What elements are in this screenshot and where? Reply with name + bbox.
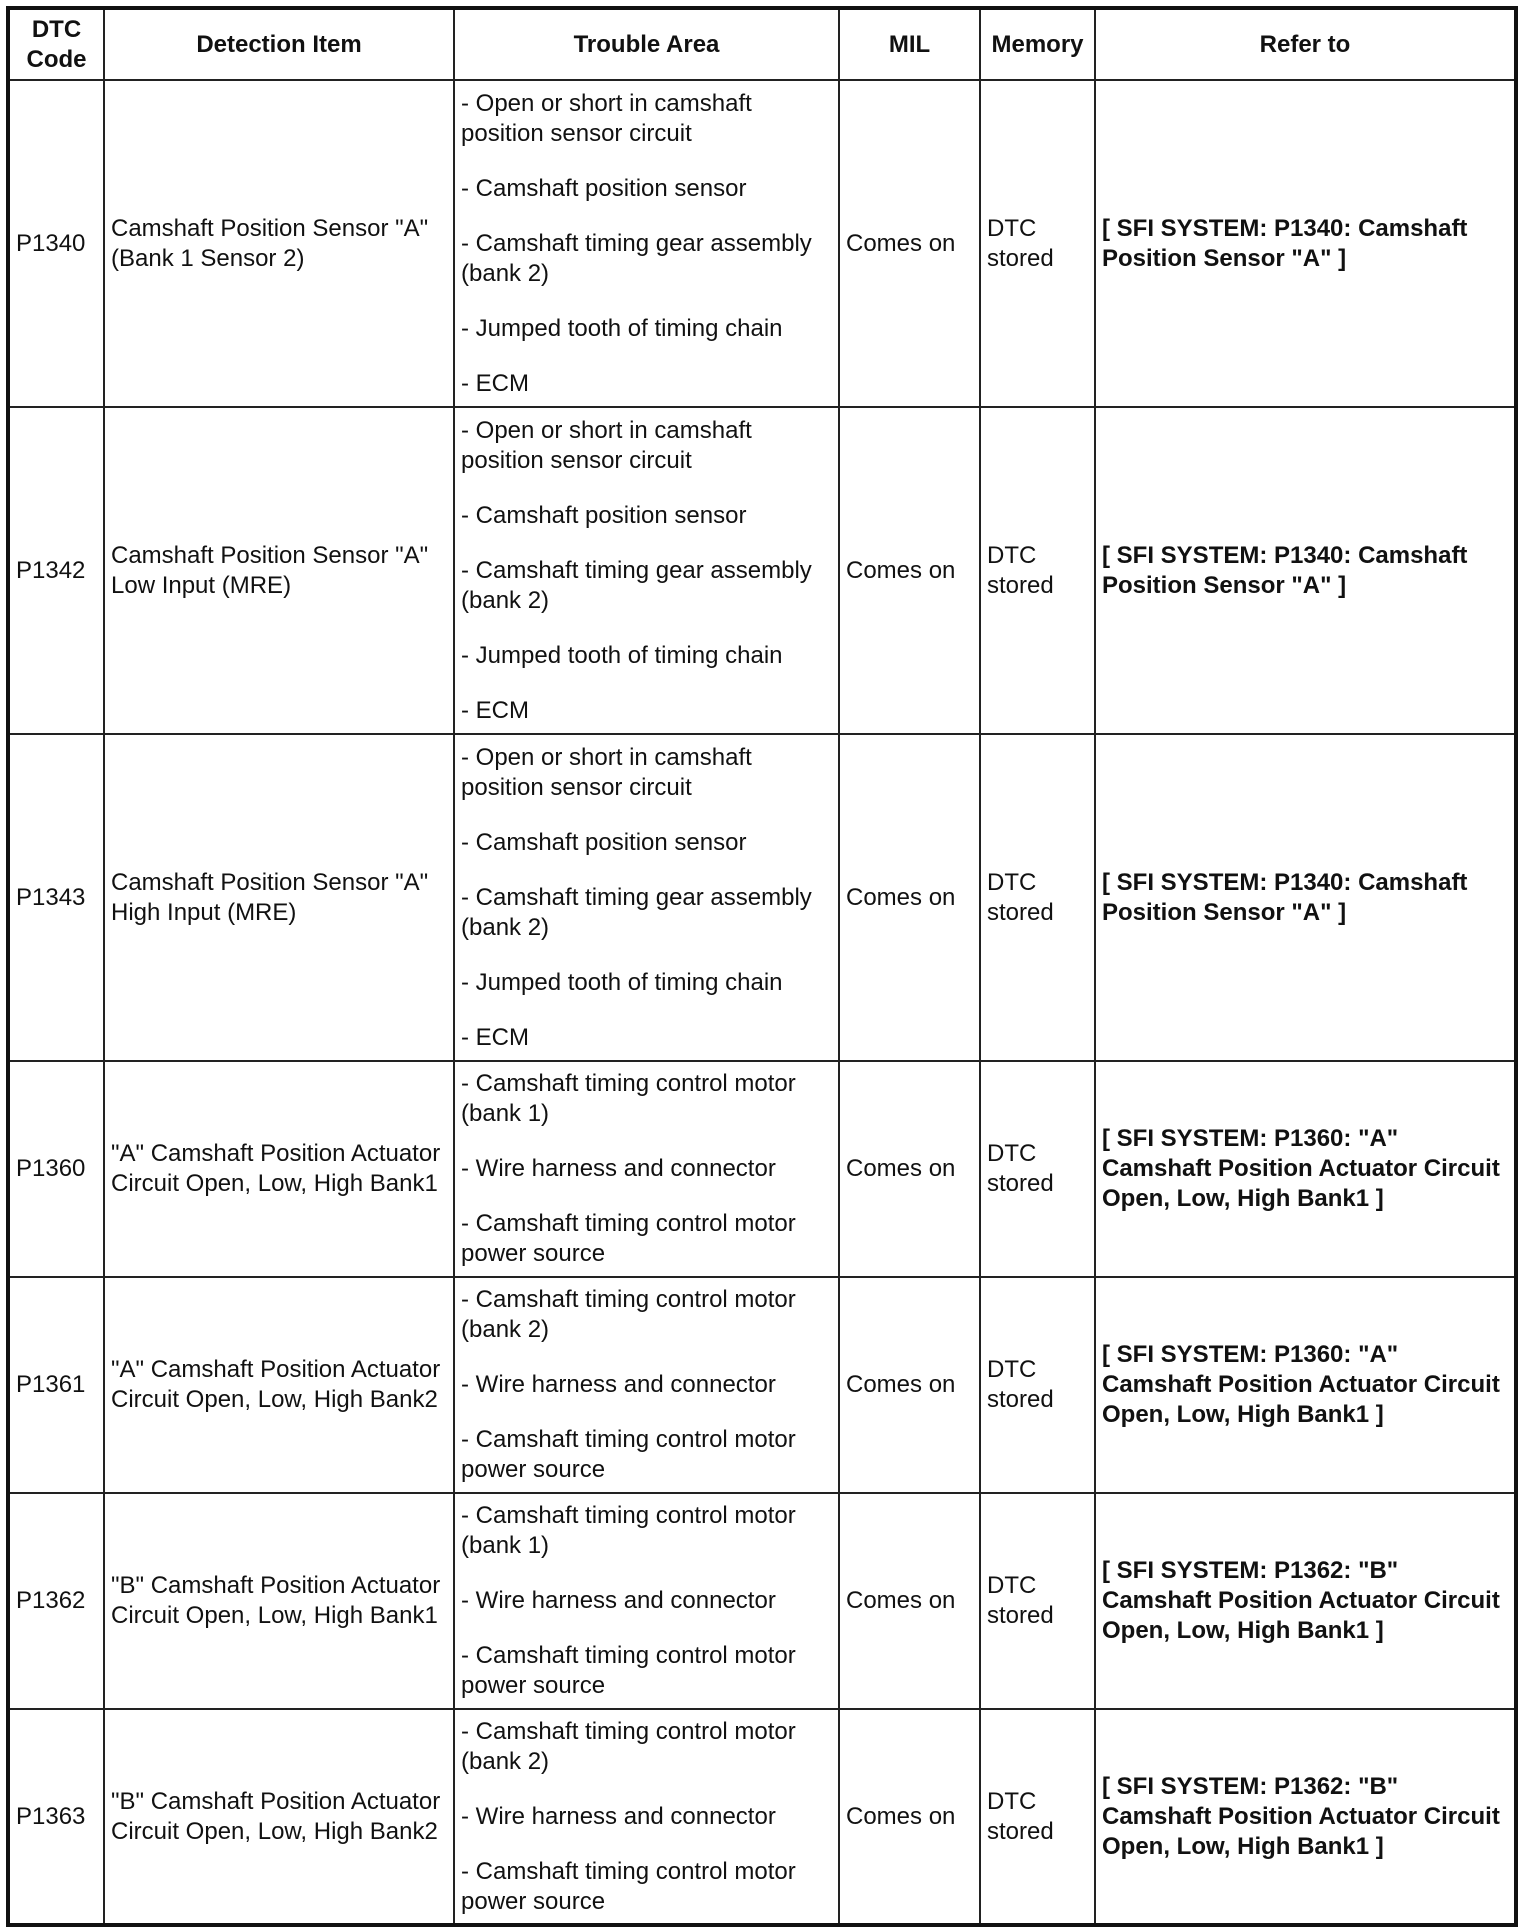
trouble-area-cell [454,1277,839,1493]
trouble-area-item: - Camshaft timing control motor power source [461,1426,796,1483]
memory-cell: DTC stored [980,734,1095,1061]
trouble-area-item: - Camshaft timing control motor (bank 1) [461,1070,796,1127]
detection-item-cell: "A" Camshaft Position Actuator Circuit Open, Low, High Bank1 [104,1061,454,1277]
mil-cell: Comes on [839,1061,980,1277]
trouble-area-item: - Jumped tooth of timing chain [461,641,783,669]
dtc-code-cell: P1340 [8,80,104,407]
trouble-area-item: - Camshaft timing gear assembly (bank 2) [461,883,812,941]
trouble-area-cell [454,407,839,734]
trouble-area-cell [454,734,839,1061]
trouble-area-item: - Camshaft timing control motor (bank 2) [461,1717,796,1775]
trouble-area-cell [454,1493,839,1709]
trouble-area-item: - Open or short in camshaft position sensor circuit [461,89,752,147]
dtc-code-cell: P1343 [8,734,104,1061]
trouble-area-item: - Wire harness and connector [461,1371,776,1398]
dtc-code-cell: P1362 [8,1493,104,1709]
trouble-area-item: - Jumped tooth of timing chain [461,968,783,996]
trouble-area-item: - ECM [461,369,529,397]
dtc-table [6,6,1518,1927]
trouble-area-item: - Wire harness and connector [461,1802,776,1830]
mil-cell: Comes on [839,1493,980,1709]
refer-to-link[interactable]: [ SFI SYSTEM: P1360: "A" Camshaft Position Actuator Circuit Open, Low, High Bank1 ] [1095,1277,1516,1493]
trouble-area-item: - Camshaft timing control motor power source [461,1857,796,1915]
trouble-area-item: - Camshaft timing control motor (bank 1) [461,1502,796,1559]
memory-cell: DTC stored [980,80,1095,407]
trouble-area-item: - Camshaft timing control motor power source [461,1210,796,1267]
trouble-area-item: - Camshaft position sensor [461,174,747,202]
memory-cell: DTC stored [980,1061,1095,1277]
trouble-area-cell [454,1061,839,1277]
trouble-area-item: - Camshaft timing gear assembly (bank 2) [461,556,812,614]
refer-to-link[interactable]: [ SFI SYSTEM: P1360: "A" Camshaft Position Actuator Circuit Open, Low, High Bank1 ] [1095,1061,1516,1277]
detection-item-cell: Camshaft Position Sensor "A" Low Input (MRE) [104,407,454,734]
table-row [8,407,1516,734]
header-mil: MIL [839,8,980,80]
mil-cell: Comes on [839,407,980,734]
refer-to-link[interactable]: [ SFI SYSTEM: P1340: Camshaft Position Sensor "A" ] [1095,407,1516,734]
mil-cell: Comes on [839,734,980,1061]
trouble-area-item: - Open or short in camshaft position sensor circuit [461,416,752,474]
header-trouble-area: Trouble Area [454,8,839,80]
dtc-code-cell: P1363 [8,1709,104,1925]
table-header-row [8,8,1516,80]
detection-item-cell: "B" Camshaft Position Actuator Circuit Open, Low, High Bank2 [104,1709,454,1925]
table-row [8,80,1516,407]
trouble-area-item: - Camshaft timing control motor power source [461,1642,796,1699]
header-dtc-code-line1: DTC [31,15,82,43]
refer-to-link[interactable]: [ SFI SYSTEM: P1362: "B" Camshaft Position Actuator Circuit Open, Low, High Bank1 ] [1095,1493,1516,1709]
table-row [8,1493,1516,1709]
mil-cell: Comes on [839,1709,980,1925]
trouble-area-cell [454,1709,839,1925]
trouble-area-item: - Jumped tooth of timing chain [461,314,783,342]
memory-cell: DTC stored [980,1277,1095,1493]
trouble-area-item: - Camshaft timing gear assembly (bank 2) [461,229,812,287]
trouble-area-item: - ECM [461,1023,529,1051]
memory-cell: DTC stored [980,407,1095,734]
refer-to-link[interactable]: [ SFI SYSTEM: P1340: Camshaft Position Sensor "A" ] [1095,80,1516,407]
header-memory: Memory [980,8,1095,80]
trouble-area-item: - Wire harness and connector [461,1155,776,1182]
table-row [8,1061,1516,1277]
detection-item-cell: "A" Camshaft Position Actuator Circuit Open, Low, High Bank2 [104,1277,454,1493]
header-refer-to: Refer to [1095,8,1516,80]
memory-cell: DTC stored [980,1493,1095,1709]
dtc-code-cell: P1342 [8,407,104,734]
mil-cell: Comes on [839,80,980,407]
detection-item-cell: Camshaft Position Sensor "A" (Bank 1 Sensor 2) [104,80,454,407]
trouble-area-item: - Camshaft timing control motor (bank 2) [461,1286,796,1343]
mil-cell: Comes on [839,1277,980,1493]
dtc-code-cell: P1361 [8,1277,104,1493]
header-dtc-code [8,8,104,80]
detection-item-cell: Camshaft Position Sensor "A" High Input (MRE) [104,734,454,1061]
detection-item-cell: "B" Camshaft Position Actuator Circuit Open, Low, High Bank1 [104,1493,454,1709]
trouble-area-item: - Camshaft position sensor [461,828,747,856]
dtc-table-container [6,6,1514,1927]
table-row [8,1277,1516,1493]
header-dtc-code-line2: Code [26,45,87,73]
trouble-area-cell [454,80,839,407]
dtc-code-cell: P1360 [8,1061,104,1277]
table-row [8,734,1516,1061]
header-detection-item: Detection Item [104,8,454,80]
memory-cell: DTC stored [980,1709,1095,1925]
refer-to-link[interactable]: [ SFI SYSTEM: P1340: Camshaft Position Sensor "A" ] [1095,734,1516,1061]
trouble-area-item: - Camshaft position sensor [461,501,747,529]
table-row [8,1709,1516,1925]
trouble-area-item: - Open or short in camshaft position sensor circuit [461,743,752,801]
refer-to-link[interactable]: [ SFI SYSTEM: P1362: "B" Camshaft Position Actuator Circuit Open, Low, High Bank1 ] [1095,1709,1516,1925]
trouble-area-item: - Wire harness and connector [461,1587,776,1614]
trouble-area-item: - ECM [461,696,529,724]
